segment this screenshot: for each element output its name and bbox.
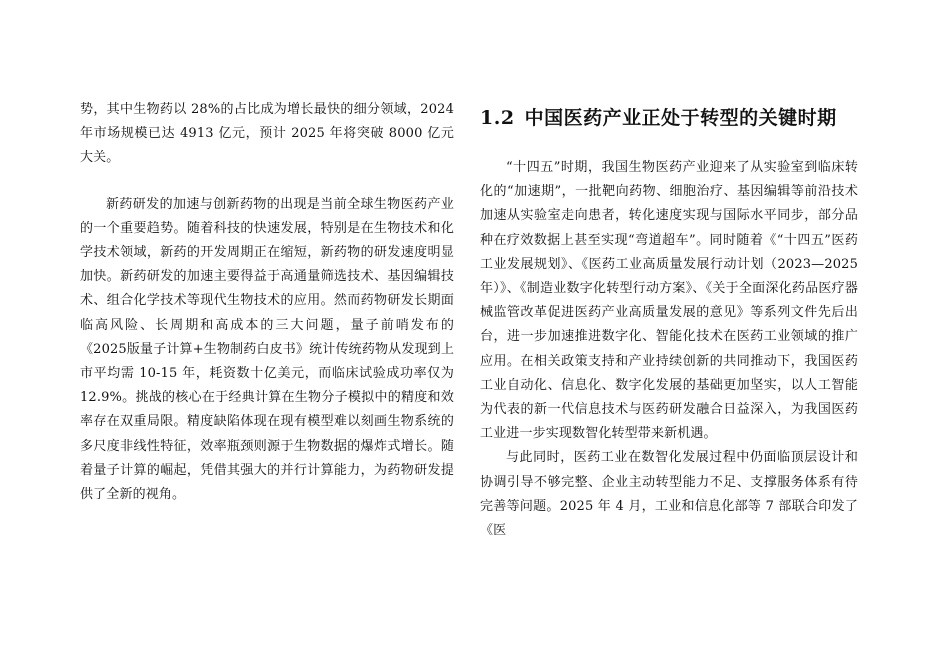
section-number: 1.2 — [480, 107, 515, 129]
left-paragraph-2: 新药研发的加速与创新药物的出现是当前全球生物医药产业的一个重要趋势。随着科技的快速发展，特别是在生物技术和化学技术领域，新药的开发周期正在缩短，新药物的研发速度明显加快。新药研发的加速主要得益于高通量筛选技术、基因编辑技术、组合化学技术等现代生物技术的应用。然而药物研发长期面临高风险、长周期和高成本的三大问题，量子前哨发布的《2025版量子计算+生物制药白皮书》统计传统药物从发现到上市平均需 10-15 年，耗资数十亿美元，而临床试验成功率仅为 12.9%。挑战的核心在于经典计算在生物分子模拟中的精度和效率存在双重局限。精度缺陷体现在现有模型难以刻画生物系统的多尺度非线性特征，效率瓶颈则源于生物数据的爆炸式增长。随着量子计算的崛起，凭借其强大的并行计算能力，为药物研发提供了全新的视角。 — [80, 196, 454, 503]
right-paragraph-2: 与此同时，医药工业在数智化发展过程中仍面临顶层设计和协调引导不够完整、企业主动转型能力不足、支撑服务体系有待完善等问题。2025 年 4 月，工业和信息化部等 7 部联合印发了《医 — [480, 450, 858, 539]
right-paragraph-1: “十四五”时期，我国生物医药产业迎来了从实验室到临床转化的“加速期”，一批靶向药物、细胞治疗、基因编辑等前沿技术加速从实验室走向患者，转化速度实现与国际水平同步，部分品种在疗效数据上甚至实现“弯道超车”。同时随着《“十四五”医药工业发展规划》、《医药工业高质量发展行动计划（2023—2025 年）》、《制造业数字化转型行动方案》、《关于全面深化药品医疗器械监管改革促进医药产业高质量发展的意见》等系列文件先后出台，进一步加速推进数字化、智能化技术在医药工业领域的推广应用。在相关政策支持和产业持续创新的共同推动下，我国医药工业自动化、信息化、数字化发展的基础更加坚实，以人工智能为代表的新一代信息技术与医药研发融合日益深入，为我国医药工业进一步实现数智化转型带来新机遇。 — [480, 160, 858, 442]
right-column — [480, 104, 858, 543]
section-heading — [480, 104, 858, 132]
left-column — [80, 98, 454, 507]
left-paragraph-1: 势，其中生物药以 28%的占比成为增长最快的细分领域，2024年市场规模已达 4913 亿元，预计 2025 年将突破 8000 亿元大关。 — [80, 102, 454, 166]
paragraph-gap — [80, 171, 454, 193]
section-title: 中国医药产业正处于转型的关键时期 — [524, 107, 837, 129]
